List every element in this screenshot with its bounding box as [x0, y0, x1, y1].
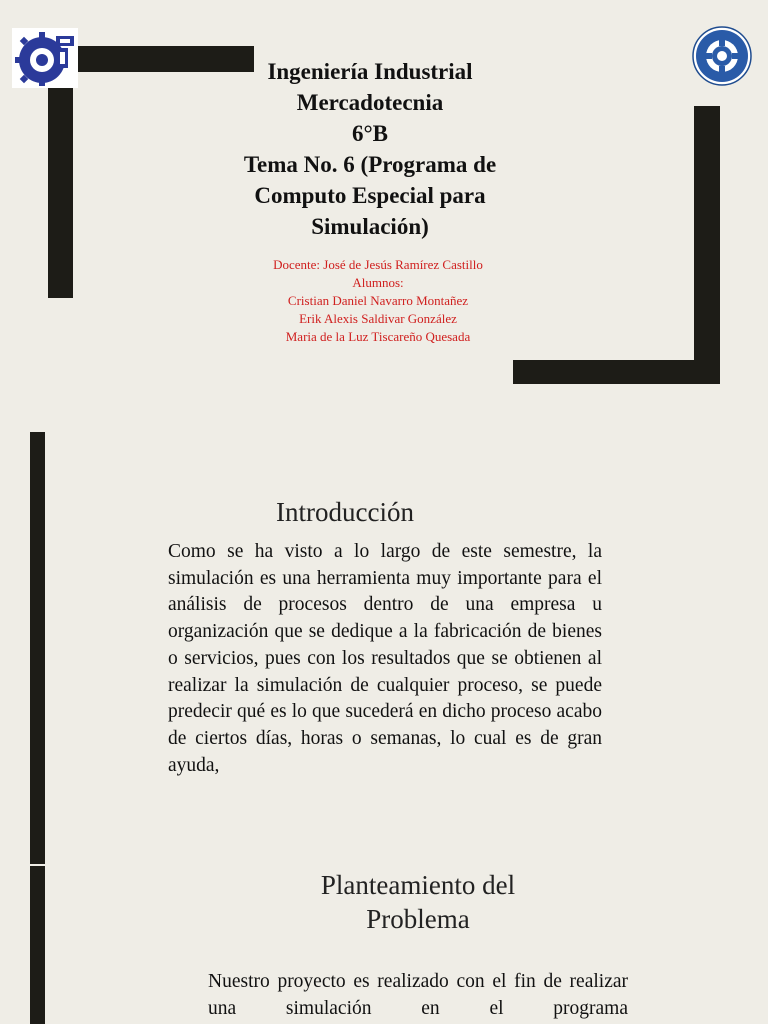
title-line: Tema No. 6 (Programa de — [243, 152, 497, 177]
intro-heading — [170, 494, 602, 530]
title-block — [200, 56, 540, 242]
title-line: Computo Especial para — [254, 183, 486, 208]
title-line: Mercadotecnia — [296, 90, 444, 115]
logo-left — [12, 28, 78, 88]
problem-heading — [250, 868, 586, 936]
title-line: Simulación) — [311, 214, 429, 239]
intro-paragraph: Como se ha visto a lo largo de este semestre, la simulación es una herramienta muy importante para el análisis de procesos dentro de una empresa u organización que se dedique a la fabricación de bienes o servicios, pues con los resultados que se obtienen al realizar la simulación de cualquier proceso, se puede predecir qué es lo que sucederá en dicho proceso acabo de ciertos días, horas o semanas, lo cual es de gran ayuda, — [168, 541, 602, 776]
problem-heading-line: Planteamiento del — [320, 870, 516, 900]
credit-line-student: Maria de la Luz Tiscareño Quesada — [285, 329, 471, 344]
intro-heading-text: Introducción — [276, 497, 414, 527]
title-line: Ingeniería Industrial — [267, 59, 473, 84]
credit-line-student: Cristian Daniel Navarro Montañez — [287, 293, 469, 308]
credit-line-students-label: Alumnos: — [352, 275, 404, 290]
university-seal-icon — [692, 26, 752, 86]
problem-paragraph: Nuestro proyecto es realizado con el fin de realizar una simulación en el programa — [208, 971, 628, 1019]
slide3-left-bar — [30, 866, 45, 1024]
frame-bar-bottom-right-horizontal — [513, 360, 720, 384]
gear-emblem-icon — [12, 28, 78, 88]
problem-heading-line: Problema — [366, 904, 470, 934]
frame-bar-bottom-right-vertical — [694, 106, 720, 384]
credits-block — [200, 256, 556, 346]
logo-right — [692, 26, 752, 86]
slide2-left-bar — [30, 432, 45, 864]
credit-line-student: Erik Alexis Saldivar González — [299, 311, 457, 326]
title-line: 6°B — [351, 121, 389, 146]
credit-line-teacher: Docente: José de Jesús Ramírez Castillo — [273, 257, 483, 272]
